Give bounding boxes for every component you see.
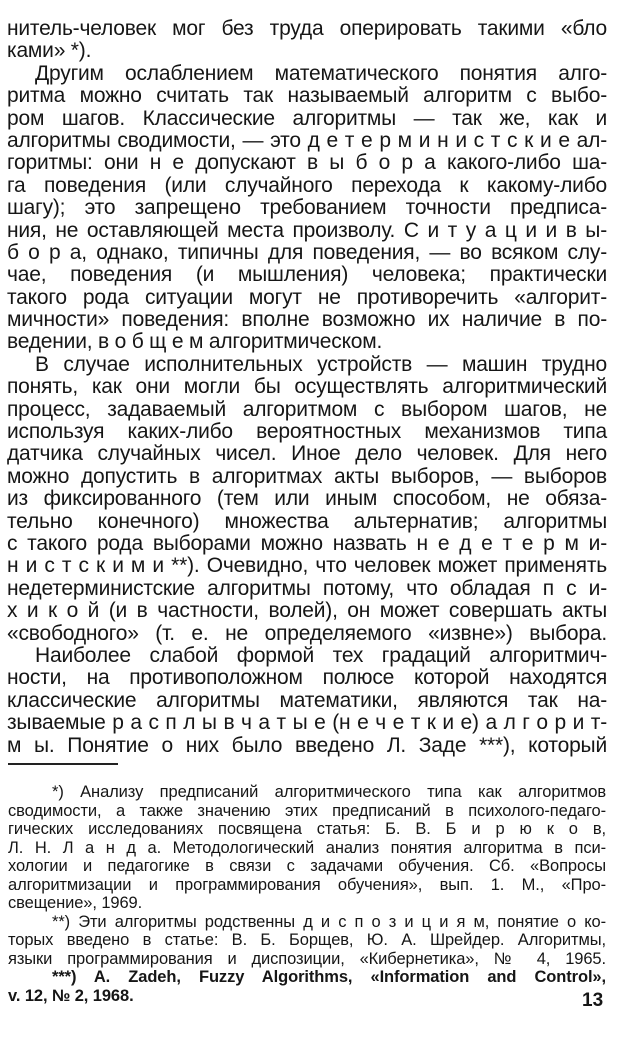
footnote-line: v. 12, № 2, 1968.: [8, 986, 134, 1005]
page-number: 13: [582, 990, 604, 1011]
text-line: х и к о й (и в частности, волей), он может совершать акты: [7, 599, 607, 623]
footnote-line: **) Эти алгоритмы родственны д и с п о з и ц и я м, понятие о ко-: [52, 912, 606, 931]
text-line: понять, как они могли бы осуществлять алгоритмический: [7, 375, 607, 399]
footnote-line: *) Анализу предписаний алгоритмического типа как алгоритмов: [52, 783, 606, 801]
text-line: ритма можно считать так называемый алгоритм с выбо-: [7, 84, 607, 108]
text-line: ром шагов. Классические алгоритмы — так же, как и: [7, 106, 607, 130]
text-line: мичности» поведения: вполне возможно их наличие в по-: [7, 308, 607, 332]
text-line: чае, поведения (и мышления) человека; практически: [7, 263, 607, 287]
footnote-line: хологии и педагогике в связи с задачами обучения. Сб. «Вопросы: [8, 857, 606, 875]
text-line: «свободного» (т. е. не определяемого «извне») выбора.: [7, 621, 607, 645]
text-line: датчика случайных чисел. Иное дело человек. Для него: [7, 442, 607, 466]
text-line: зываемые р а с п л ы в ч а т ы е (н е ч е т к и е) а л г о р и т-: [7, 711, 607, 735]
text-line: такого рода ситуации могут не противоречить «алгорит-: [7, 285, 607, 309]
text-line: Наиболее слабой формой тех градаций алгоритмич-: [35, 643, 607, 667]
main-text: [7, 18, 607, 757]
text-line: га поведения (или случайного перехода к какому-либо: [7, 173, 607, 197]
footnote-rule: [8, 763, 118, 765]
text-line: б о р а, однако, типичны для поведения, — во всяком слу-: [7, 240, 607, 264]
text-line: горитмы: они н е допускают в ы б о р а какого-либо ша-: [7, 151, 607, 175]
footnote-line: свещение», 1969.: [8, 894, 143, 912]
text-line: используя каких-либо вероятностных механизмов типа: [7, 420, 607, 444]
text-line: ности, на противоположном полюсе которой находятся: [7, 666, 607, 690]
footnotes: [8, 783, 606, 1005]
text-line: шагу); это запрещено требованием точности предписа-: [7, 196, 607, 220]
text-line: ками» *).: [7, 39, 92, 63]
text-line: тельно конечного) множества альтернатив; алгоритмы: [7, 509, 607, 533]
text-line: с такого рода выборами можно назвать н е д е т е р м и-: [7, 531, 607, 555]
text-line: процесс, задаваемый алгоритмом с выбором шагов, не: [7, 397, 607, 421]
footnote-line: языки программирования и диспозиции, «Кибернетика», № 4, 1965.: [8, 949, 606, 968]
text-line: недетерминистские алгоритмы потому, что обладая п с и-: [7, 576, 607, 600]
footnote-line: алгоритмизации и программирования обучения», вып. 1. М., «Про-: [8, 875, 606, 894]
footnote-line: торых введено в статье: В. Б. Борщев, Ю. А. Шрейдер. Алгоритмы,: [8, 931, 606, 949]
text-line: н и с т с к и м и **). Очевидно, что человек может применять: [7, 554, 607, 578]
text-line: можно допустить в алгоритмах акты выборов, — выборов: [7, 464, 607, 488]
text-line: алгоритмы сводимости, — это д е т е р м и н и с т с к и е ал-: [7, 128, 607, 152]
footnote-line: гических исследованиях посвящена статья: Б. В. Б и р ю к о в,: [8, 820, 606, 838]
text-line: Другим ослаблением математического понятия алго-: [35, 61, 607, 85]
text-line: ния, не оставляющей места произволу. С и т у а ц и и в ы-: [7, 218, 607, 242]
text-line: из фиксированного (тем или иным способом, не обяза-: [7, 487, 607, 511]
text-line: м ы. Понятие о них было введено Л. Заде ***), который: [7, 733, 607, 757]
footnote-line: Л. Н. Л а н д а. Методологический анализ понятия алгоритма в пси-: [8, 838, 606, 857]
footnote-separator: [8, 763, 118, 767]
footnote-line: сводимости, а также значению этих предписаний в психолого-педаго-: [8, 801, 606, 820]
text-line: нитель-человек мог без труда оперировать такими «бло: [7, 17, 607, 40]
text-line: классические алгоритмы математики, являются так на-: [7, 688, 607, 712]
text-line: ведении, в о б щ е м алгоритмическом.: [7, 330, 383, 354]
text-line: В случае исполнительных устройств — машин трудно: [35, 352, 607, 376]
footnote-line: ***) A. Zadeh, Fuzzy Algorithms, «Information and Control»,: [52, 968, 606, 986]
